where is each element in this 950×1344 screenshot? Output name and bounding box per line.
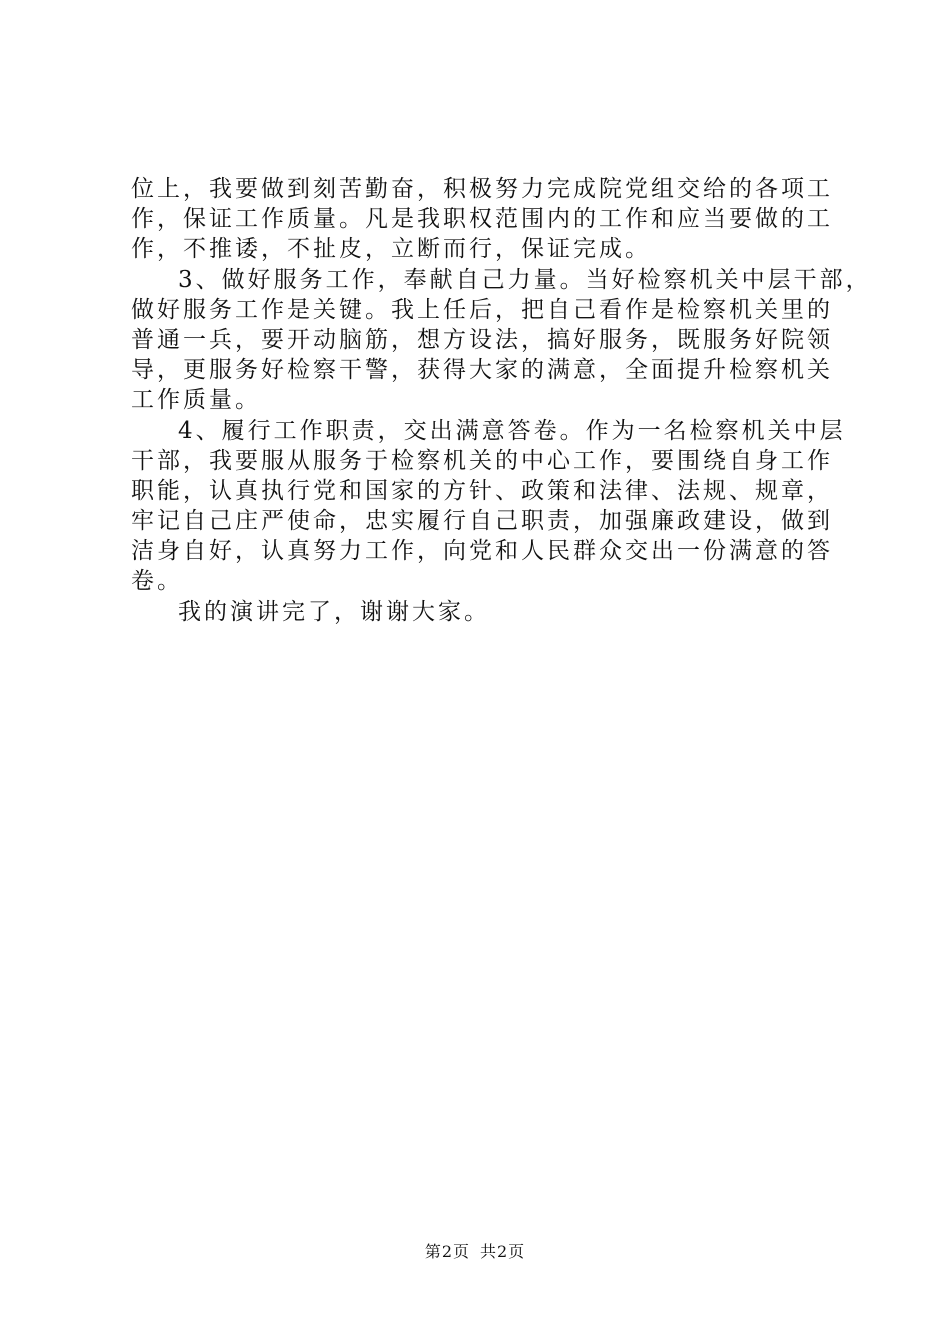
text-line: 干部，我要服从服务于检察机关的中心工作，要围绕自身工作: [131, 447, 833, 474]
text-line: 洁身自好，认真努力工作，向党和人民群众交出一份满意的答: [131, 538, 833, 565]
speech-body-text: [131, 174, 872, 627]
text-line: 作，不推诿，不扯皮，立断而行，保证完成。: [131, 236, 651, 263]
text-line: 做好服务工作是关键。我上任后，把自己看作是检察机关里的: [131, 296, 833, 323]
text-line: 作，保证工作质量。凡是我职权范围内的工作和应当要做的工: [131, 206, 833, 233]
text-line: 导，更服务好检察干警，获得大家的满意，全面提升检察机关: [131, 357, 833, 384]
text-line: 普通一兵，要开动脑筋，想方设法，搞好服务，既服务好院领: [131, 326, 833, 353]
text-line: 位上，我要做到刻苦勤奋，积极努力完成院党组交给的各项工: [131, 176, 833, 202]
text-line: 工作质量。: [131, 387, 261, 414]
page-footer: [0, 1242, 950, 1262]
closing-line: 我的演讲完了，谢谢大家。: [178, 598, 490, 625]
page-number-current: 第2页: [424, 1242, 470, 1261]
text-line: 牢记自己庄严使命，忠实履行自己职责，加强廉政建设，做到: [131, 508, 833, 535]
paragraph-3-start: 3、做好服务工作，奉献自己力量。当好检察机关中层干部，: [178, 266, 872, 293]
page-number-total: 共2页: [480, 1242, 526, 1261]
paragraph-4-start: 4、履行工作职责，交出满意答卷。作为一名检察机关中层: [178, 417, 846, 444]
text-line: 卷。: [131, 568, 183, 595]
text-line: 职能，认真执行党和国家的方针、政策和法律、法规、规章，: [131, 477, 833, 504]
